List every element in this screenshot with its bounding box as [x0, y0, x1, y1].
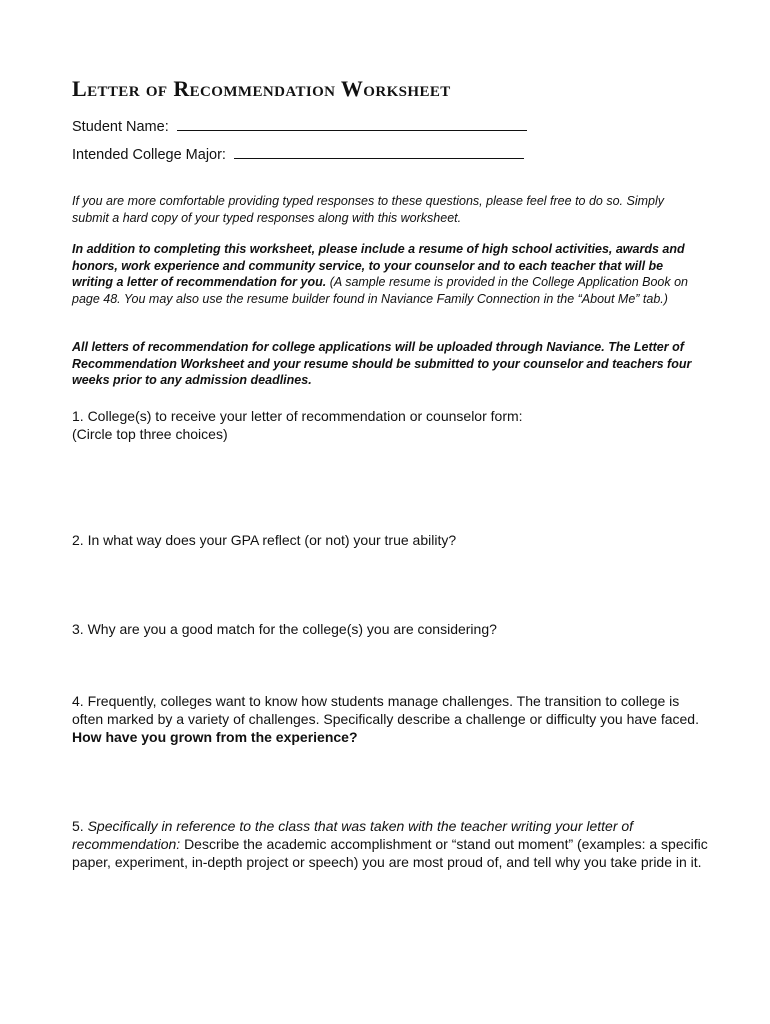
- student-name-label: Student Name:: [72, 119, 169, 135]
- college-major-label: Intended College Major:: [72, 147, 226, 163]
- question-5: [72, 817, 712, 871]
- student-name-field: [72, 118, 527, 135]
- question-3: 3. Why are you a good match for the college(s) you are considering?: [72, 621, 497, 637]
- typed-response-note: If you are more comfortable providing typed responses to these questions, please feel free to do so. Simply submit a hard copy of your typed responses along with this worksheet.: [72, 194, 664, 225]
- student-name-blank[interactable]: [177, 118, 527, 131]
- naviance-instructions: All letters of recommendation for college applications will be uploaded through Naviance. The Letter of Recommendation Worksheet and your resume should be submitted to your counselor and teachers four weeks prior to any admission deadlines.: [72, 340, 692, 387]
- question-1-text: 1. College(s) to receive your letter of recommendation or counselor form:: [72, 408, 523, 424]
- college-major-field: [72, 146, 524, 163]
- question-4-bold: How have you grown from the experience?: [72, 729, 358, 745]
- question-5-number: 5.: [72, 818, 84, 834]
- question-4: [72, 692, 712, 746]
- question-2: 2. In what way does your GPA reflect (or not) your true ability?: [72, 532, 457, 548]
- page-title: Letter of Recommendation Worksheet: [72, 76, 451, 101]
- question-1-subtext: (Circle top three choices): [72, 426, 228, 442]
- resume-instructions-note: (A sample resume is provided in the College Application Book on page 48. You may also use the resume builder found in Naviance Family Connection in the “About Me” tab.): [72, 275, 688, 306]
- question-5-text: Describe the academic accomplishment or “stand out moment” (examples: a specific paper, experiment, in-depth project or speech) you are most proud of, and tell why you take pride in it.: [72, 836, 708, 870]
- college-major-blank[interactable]: [234, 146, 524, 159]
- question-4-text: 4. Frequently, colleges want to know how students manage challenges. The transition to college is often marked by a variety of challenges. Specifically describe a challenge or difficulty you have faced.: [72, 693, 699, 727]
- resume-instructions: [72, 241, 702, 307]
- question-1: [72, 407, 712, 443]
- question-5-italic: Specifically in reference to the class that was taken with the teacher writing your letter of recommendation:: [72, 818, 634, 852]
- resume-instructions-bold: In addition to completing this worksheet, please include a resume of high school activities, awards and honors, work experience and community service, to your counselor and to each teacher that will be writing a letter of recommendation for you.: [72, 242, 685, 289]
